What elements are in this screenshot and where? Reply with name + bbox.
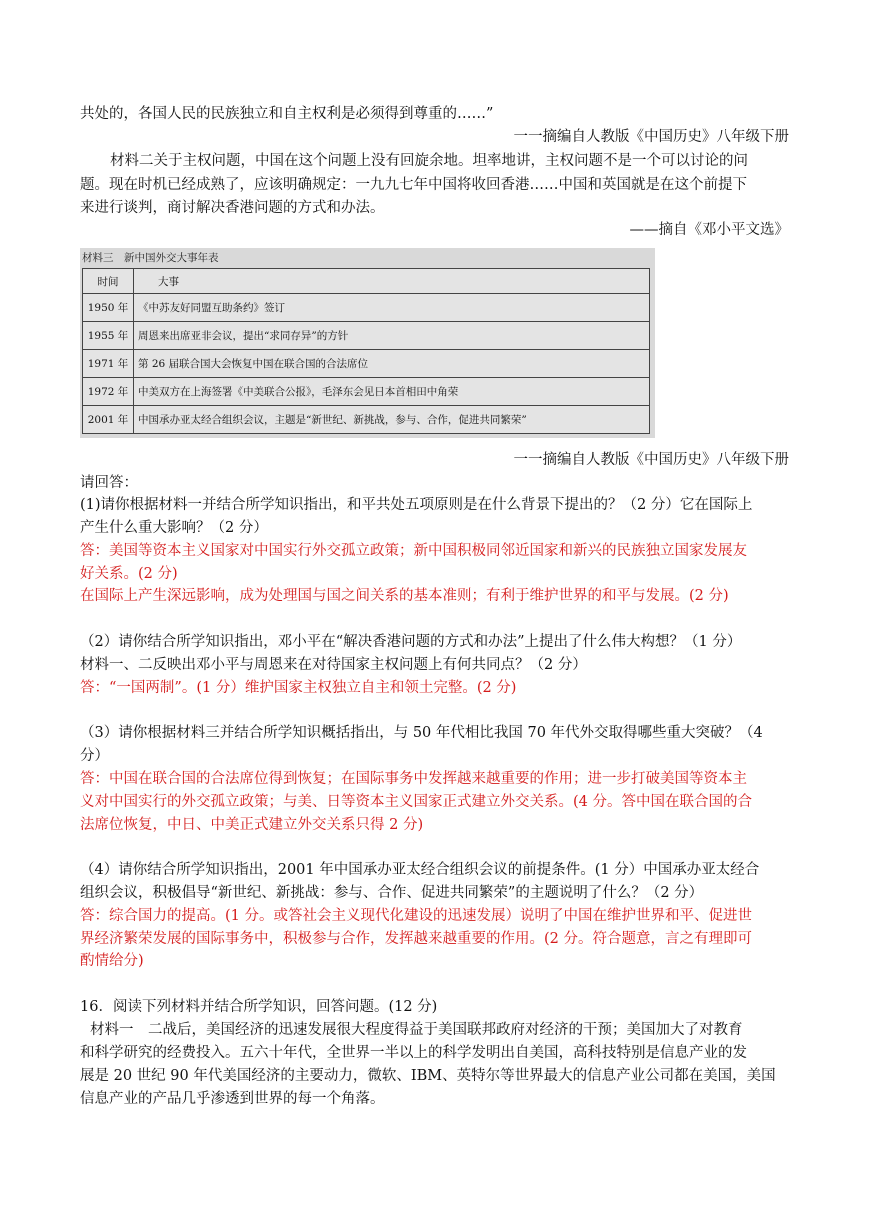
- q16-material1-line-2: 和科学研究的经费投入。五六十年代，全世界一半以上的科学发明出自美国，高科技特别是信息产业的发: [80, 1045, 747, 1061]
- material2-line-3: 来进行谈判，商讨解决香港问题的方式和办法。: [80, 200, 385, 216]
- answer-1-line-2: 好关系。(2 分): [80, 566, 178, 582]
- table-row: [83, 322, 650, 350]
- question-16-heading: 16．阅读下列材料并结合所学知识，回答问题。(12 分): [80, 999, 438, 1015]
- question-1-line-1: (1)请你根据材料一并结合所学知识指出，和平共处五项原则是在什么背景下提出的？（2 分）它在国际上: [80, 497, 753, 513]
- table-row: [83, 350, 650, 378]
- answer-4-line-2: 界经济繁荣发展的国际事务中，积极参与合作，发挥越来越重要的作用。(2 分。符合题意，言之有理即可: [80, 931, 752, 947]
- answer-3-line-2: 义对中国实行的外交孤立政策；与美、日等资本主义国家正式建立外交关系。(4 分。答中国在联合国的合: [80, 794, 752, 810]
- q16-material1-line-3: 展是 20 世纪 90 年代美国经济的主要动力，微软、IBM、英特尔等世界最大的信息产业公司都在美国，美国: [80, 1068, 776, 1084]
- answer-4-line-3: 酌情给分): [80, 953, 144, 969]
- diplomacy-timeline-table-image: [80, 248, 655, 438]
- question-3-line-1: （3）请你根据材料三并结合所学知识概括指出，与 50 年代相比我国 70 年代外交取得哪些重大突破？（4: [80, 725, 763, 741]
- question-2-line-1: （2）请你结合所学知识指出，邓小平在“解决香港问题的方式和办法”上提出了什么伟大构想？（1 分）: [80, 634, 742, 650]
- table-row: [83, 378, 650, 406]
- table-row: [83, 406, 650, 434]
- table-header-row: [83, 269, 650, 294]
- table-cell-event: 中国承办亚太经合组织会议，主题是“新世纪、新挑战，参与、合作，促进共同繁荣”: [134, 406, 650, 434]
- material2-line-1: 材料二关于主权问题，中国在这个问题上没有回旋余地。坦率地讲，主权问题不是一个可以讨论的问: [110, 153, 748, 169]
- table-cell-year: 1971 年: [83, 350, 134, 378]
- q16-material1-line-1: 材料一 二战后，美国经济的迅速发展很大程度得益于美国联邦政府对经济的干预；美国加大了对教育: [90, 1022, 743, 1038]
- table-cell-event: 第 26 届联合国大会恢复中国在联合国的合法席位: [134, 350, 650, 378]
- source-citation-2: ——摘自《邓小平文选》: [629, 222, 789, 238]
- answer-3-line-3: 法席位恢复，中日、中美正式建立外交关系只得 2 分): [80, 817, 424, 833]
- table-cell-event: 中美双方在上海签署《中美联合公报》，毛泽东会见日本首相田中角荣: [134, 378, 650, 406]
- source-citation-3: 一一摘编自人教版《中国历史》八年级下册: [513, 452, 789, 468]
- table-cell-year: 1955 年: [83, 322, 134, 350]
- answer-2: 答：“一国两制”。(1 分）维护国家主权独立自主和领土完整。(2 分): [80, 680, 517, 696]
- table-caption: 材料三 新中国外交大事年表: [82, 252, 219, 264]
- table-cell-event: 《中苏友好同盟互助条约》签订: [134, 294, 650, 322]
- diplomacy-timeline-table: [82, 268, 650, 434]
- answer-prompt: 请回答：: [80, 475, 138, 491]
- question-1-line-2: 产生什么重大影响？（2 分）: [80, 520, 268, 536]
- question-4-line-2: 组织会议，积极倡导“新世纪、新挑战：参与、合作、促进共同繁荣”的主题说明了什么？（2 分）: [80, 885, 704, 901]
- question-2-line-2: 材料一、二反映出邓小平与周恩来在对待国家主权问题上有何共同点？（2 分）: [80, 657, 587, 673]
- question-4-line-1: （4）请你结合所学知识指出，2001 年中国承办亚太经合组织会议的前提条件。(1 分）中国承办亚太经合: [80, 862, 760, 878]
- answer-3-line-1: 答：中国在联合国的合法席位得到恢复；在国际事务中发挥越来越重要的作用；进一步打破美国等资本主: [80, 771, 747, 787]
- table-cell-year: 1950 年: [83, 294, 134, 322]
- question-3-line-2: 分）: [80, 748, 109, 764]
- q16-material1-line-4: 信息产业的产品几乎渗透到世界的每一个角落。: [80, 1091, 385, 1107]
- answer-1-line-1: 答：美国等资本主义国家对中国实行外交孤立政策；新中国积极同邻近国家和新兴的民族独立国家发展友: [80, 543, 747, 559]
- material2-line-2: 题。现在时机已经成熟了，应该明确规定：一九九七年中国将收回香港……中国和英国就是在这个前提下: [80, 177, 747, 193]
- material1-tail: 共处的，各国人民的民族独立和自主权利是必须得到尊重的……”: [80, 106, 494, 122]
- table-cell-event: 周恩来出席亚非会议，提出“求同存异”的方针: [134, 322, 650, 350]
- answer-1-line-3: 在国际上产生深远影响，成为处理国与国之间关系的基本准则；有利于维护世界的和平与发展。(2 分): [80, 588, 729, 604]
- table-cell-year: 2001 年: [83, 406, 134, 434]
- table-row: [83, 294, 650, 322]
- answer-4-line-1: 答：综合国力的提高。(1 分。或答社会主义现代化建设的迅速发展）说明了中国在维护世界和平、促进世: [80, 908, 752, 924]
- source-citation-1: 一一摘编自人教版《中国历史》八年级下册: [513, 129, 789, 145]
- table-header-cell: 时间: [83, 269, 134, 294]
- table-header-cell: 大事: [134, 269, 650, 294]
- table-cell-year: 1972 年: [83, 378, 134, 406]
